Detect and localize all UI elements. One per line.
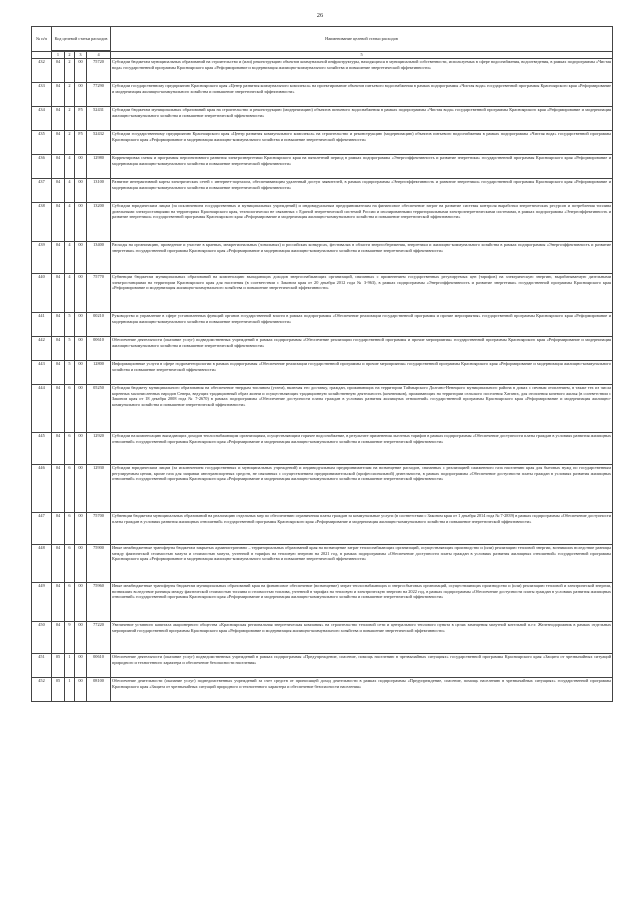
- code-part-4: 00610: [87, 337, 111, 361]
- row-description: Субсидии юридическим лицам (за исключением государственных и муниципальных учреждений) и индивидуальным предпринимателям на финансовое обеспечение затрат на развитие системы контроля выработки энергетических ресурсов и потребления топлива дизельными электростанциями на территориях Красноярского края, технологически не связанных с Единой энергетической системой России и изолированными территориальными электроэнергетическими системами, в рамках подпрограммы «Энергоэффективность и развитие энергетики» государственной программы Красноярского края «Реформирование и модернизация жилищно-коммунального хозяйства и повышение энергетической эффективности»: [111, 203, 613, 242]
- code-part-1: 04: [52, 274, 65, 313]
- code-part-2: 6: [65, 513, 75, 545]
- table-row: [32, 203, 613, 242]
- code-part-3: 00: [75, 385, 87, 433]
- table-row: [32, 313, 613, 337]
- code-part-3: 00: [75, 337, 87, 361]
- row-description: Субвенции бюджетам муниципальных образований на реализацию отдельных мер по обеспечению ограничения платы граждан за коммунальные услуги (в соответствии с Законом края от 1 декабря 2014 года № 7-2839) в рамках подпрограммы «Обеспечение доступности платы граждан в условиях развития жилищных отношений» государственной программы Красноярского края «Реформирование и модернизация жилищно-коммунального хозяйства и повышение энергетической эффективности»: [111, 513, 613, 545]
- table-row: [32, 337, 613, 361]
- row-description: Развитие интерактивной карты электрических сетей с интернет-порталом, обеспечивающим удаленный доступ заявителей, в рамках подпрограммы «Энергоэффективность и развитие энергетики» государственной программы Красноярского края «Реформирование и модернизация жилищно-коммунального хозяйства и повышение энергетической эффективности»: [111, 179, 613, 203]
- row-number: 452: [32, 678, 52, 702]
- row-number: 444: [32, 385, 52, 433]
- row-description: Субсидии бюджетам муниципальных образований на строительство и (или) реконструкцию объектов коммунальной инфраструктуры, находящихся в муниципальной собственности, используемых в сфере водоснабжения, водоотведения, в рамках подпрограммы «Чистая вода» государственной программы Красноярского края «Реформирование и модернизация жилищно-коммунального хозяйства и повышение энергетической эффективности»: [111, 59, 613, 83]
- row-number: 447: [32, 513, 52, 545]
- code-part-1: 04: [52, 385, 65, 433]
- row-number: 441: [32, 313, 52, 337]
- code-part-2: 4: [65, 155, 75, 179]
- code-part-1: 05: [52, 678, 65, 702]
- code-part-1: 04: [52, 583, 65, 622]
- table-row: [32, 678, 613, 702]
- row-description: Обеспечение деятельности (оказание услуг) подведомственных учреждений в рамках подпрограммы «Обеспечение реализации государственной программы и прочие мероприятия» государственной программы Красноярского края «Реформирование и модернизация жилищно-коммунального хозяйства и повышение энергетической эффективности»: [111, 337, 613, 361]
- row-description: Обеспечение деятельности (оказание услуг) подведомственных учреждений в рамках подпрограммы «Предупреждение, спасение, помощь населению в чрезвычайных ситуациях» государственной программы Красноярского края «Защита от чрезвычайных ситуаций природного и техногенного характера и обеспечение безопасности населения»: [111, 654, 613, 678]
- code-part-3: F5: [75, 107, 87, 131]
- budget-table: [31, 26, 613, 702]
- row-number: 450: [32, 622, 52, 654]
- row-description: Расходы на организацию, проведение и участие в краевых, межрегиональных (зональных) и российских конкурсах, фестивалях в области энергосбережения, энергетики и жилищно-коммунального хозяйства в рамках подпрограммы «Энергоэффективность и развитие энергетики» государственной программы Красноярского края «Реформирование и модернизация жилищно-коммунального хозяйства и повышение энергетической эффективности»: [111, 242, 613, 274]
- row-description: Субсидии государственному предприятию Красноярского края «Центр развития коммунального комплекса» на проектирование объектов питьевого водоснабжения в рамках подпрограммы «Чистая вода» государственной программы Красноярского края «Реформирование и модернизация жилищно-коммунального хозяйства и повышение энергетической эффективности»: [111, 83, 613, 107]
- row-description: Субсидии государственному предприятию Красноярского края «Центр развития коммунального комплекса» на строительство и реконструкцию (модернизацию) объектов питьевого водоснабжения в рамках подпрограммы «Чистая вода» государственной программы Красноярского края «Реформирование и модернизация жилищно-коммунального хозяйства и повышение энергетической эффективности»: [111, 131, 613, 155]
- row-description: Информационные услуги в сфере гидрометеорологии в рамках подпрограммы «Обеспечение реализации государственной программы и прочие мероприятия» государственной программы Красноярского края «Реформирование и модернизация жилищно-коммунального хозяйства и повышение энергетической эффективности»: [111, 361, 613, 385]
- table-body: [32, 59, 613, 702]
- code-part-1: 04: [52, 433, 65, 465]
- code-part-3: 00: [75, 242, 87, 274]
- row-description: Обеспечение деятельности (оказание услуг) подведомственных учреждений за счет средств от приносящей доход деятельности в рамках подпрограммы «Предупреждение, спасение, помощь населению в чрезвычайных ситуациях» государственной программы Красноярского края «Защита от чрезвычайных ситуаций природного и техногенного характера и обеспечение безопасности населения»: [111, 678, 613, 702]
- table-row: [32, 622, 613, 654]
- row-number: 436: [32, 155, 52, 179]
- code-part-3: 00: [75, 59, 87, 83]
- code-part-3: 00: [75, 155, 87, 179]
- code-part-4: 77220: [87, 622, 111, 654]
- code-part-4: 75700: [87, 513, 111, 545]
- code-part-2: 6: [65, 433, 75, 465]
- code-part-1: 05: [52, 654, 65, 678]
- code-part-4: 05250: [87, 385, 111, 433]
- table-row: [32, 274, 613, 313]
- code-part-3: 00: [75, 654, 87, 678]
- row-number: 439: [32, 242, 52, 274]
- row-number: 448: [32, 545, 52, 583]
- code-part-4: 12920: [87, 433, 111, 465]
- code-part-1: 04: [52, 622, 65, 654]
- row-number: 446: [32, 465, 52, 513]
- code-part-2: 6: [65, 385, 75, 433]
- row-description: Иные межбюджетные трансферты бюджетам закрытых административно – территориальных образований края на возмещение затрат теплоснабжающих организаций, осуществляющих производство и (или) реализацию тепловой энергии, возникших вследствие разницы между фактической стоимостью мазута и стоимостью мазута, учтенной в тарифах на тепловую энергию на 2021 год, в рамках подпрограммы «Обеспечение доступности платы граждан в условиях развития жилищных отношений» государственной программы Красноярского края «Реформирование и модернизация жилищно-коммунального хозяйства и повышение энергетической эффективности»: [111, 545, 613, 583]
- code-part-3: 00: [75, 545, 87, 583]
- row-description: Увеличение уставного капитала акционерного общества «Красноярская региональная энергетическая компания» на строительство тепловой сети и центрального теплового пункта в целях замещения мазутной котельной п.г.т. Железнодорожник в рамках отдельных мероприятий государственной программы Красноярского края «Реформирование и модернизация жилищно-коммунального хозяйства и повышение энергетической эффективности»: [111, 622, 613, 654]
- col-num-1: 1: [52, 52, 65, 59]
- code-part-2: 1: [65, 654, 75, 678]
- code-part-2: 6: [65, 583, 75, 622]
- code-part-3: 00: [75, 313, 87, 337]
- code-part-3: 00: [75, 361, 87, 385]
- code-part-2: 4: [65, 242, 75, 274]
- code-part-4: 13200: [87, 203, 111, 242]
- code-part-3: 00: [75, 433, 87, 465]
- table-row: [32, 654, 613, 678]
- row-number: 434: [32, 107, 52, 131]
- code-part-1: 04: [52, 337, 65, 361]
- row-description: Субсидии юридическим лицам (за исключением государственных и муниципальных учреждений) и индивидуальным предпринимателям на возмещение расходов, связанных с реализацией сжиженного газа населению края для бытовых нужд по государственным регулируемым ценам, кроме газа для заправки автотранспортных средств, не связанных с осуществлением предпринимательской (профессиональной) деятельности, в рамках подпрограммы «Обеспечение доступности платы граждан в условиях развития жилищных отношений» государственной программы Красноярского края «Реформирование и модернизация жилищно-коммунального хозяйства и повышение энергетической эффективности»: [111, 465, 613, 513]
- code-part-1: 04: [52, 465, 65, 513]
- table-row: [32, 59, 613, 83]
- row-description: Субсидии на компенсацию выпадающих доходов теплоснабжающим организациям, осуществляющим горячее водоснабжение, в результате применения льготных тарифов в рамках подпрограммы «Обеспечение доступности платы граждан в условиях развития жилищных отношений» государственной программы Красноярского края «Реформирование и модернизация жилищно-коммунального хозяйства и повышение энергетической эффективности»: [111, 433, 613, 465]
- table-row: [32, 545, 613, 583]
- code-part-2: 5: [65, 337, 75, 361]
- code-part-1: 04: [52, 203, 65, 242]
- code-part-3: 00: [75, 513, 87, 545]
- table-row: [32, 465, 613, 513]
- code-part-3: 00: [75, 203, 87, 242]
- col-num-3: 3: [75, 52, 87, 59]
- code-part-4: 52431: [87, 107, 111, 131]
- code-part-4: 12800: [87, 361, 111, 385]
- code-part-2: 9: [65, 622, 75, 654]
- code-part-4: 13400: [87, 242, 111, 274]
- code-part-4: 75720: [87, 59, 111, 83]
- code-part-3: 00: [75, 274, 87, 313]
- col-num-5: 5: [111, 52, 613, 59]
- code-part-2: 4: [65, 203, 75, 242]
- code-part-2: 1: [65, 678, 75, 702]
- row-description: Субсидии бюджетам муниципальных образований края на строительство и реконструкцию (модернизацию) объектов питьевого водоснабжения в рамках подпрограммы «Чистая вода» государственной программы Красноярского края «Реформирование и модернизация жилищно-коммунального хозяйства и повышение энергетической эффективности»: [111, 107, 613, 131]
- table-row: [32, 107, 613, 131]
- table-row: [32, 513, 613, 545]
- table-row: [32, 83, 613, 107]
- code-part-1: 04: [52, 83, 65, 107]
- row-description: Субвенции бюджетам муниципальных образований на компенсацию выпадающих доходов энергоснабжающих организаций, связанных с применением государственных регулируемых цен (тарифов) на электрическую энергию, вырабатываемую дизельными электростанциями на территории Красноярского края для населения (в соответствии с Законом края от 20 декабря 2012 года № 3-963), в рамках подпрограммы «Энергоэффективность и развитие энергетики» государственной программы Красноярского края «Реформирование и модернизация жилищно-коммунального хозяйства и повышение энергетической эффективности»: [111, 274, 613, 313]
- table-row: [32, 131, 613, 155]
- code-part-2: 4: [65, 179, 75, 203]
- row-number: 445: [32, 433, 52, 465]
- code-part-3: F5: [75, 131, 87, 155]
- code-part-3: 00: [75, 83, 87, 107]
- table-row: [32, 179, 613, 203]
- code-part-4: 08100: [87, 678, 111, 702]
- table-row: [32, 583, 613, 622]
- code-part-2: 2: [65, 59, 75, 83]
- code-part-2: 6: [65, 465, 75, 513]
- row-description: Субсидия бюджету муниципального образования на обеспечение твердым топливом (углем), включая его доставку, граждан, проживающих на территории Таймырского Долгано-Ненецкого муниципального района в домах с печным отоплением, в также тех из числа коренных малочисленных народов Севера, ведущих традиционный образ жизни и осуществляющих традиционную хозяйственную деятельность (кочевников), проживающих на территории сельского поселения Хатанга, для отопления кочевого жилья (в соответствии с Законом края от 18 декабря 2008 года № 7-2670) в рамках подпрограммы «Обеспечение доступности платы граждан в условиях развития жилищных отношений» государственной программы Красноярского края «Реформирование и модернизация жилищно-коммунального хозяйства и повышение энергетической эффективности»: [111, 385, 613, 433]
- code-part-1: 04: [52, 155, 65, 179]
- table-row: [32, 385, 613, 433]
- col-num-4: 4: [87, 52, 111, 59]
- row-number: 451: [32, 654, 52, 678]
- row-number: 433: [32, 83, 52, 107]
- row-number: 449: [32, 583, 52, 622]
- code-part-4: 77290: [87, 83, 111, 107]
- row-description: Руководство и управление в сфере установленных функций органов государственной власти в рамках подпрограммы «Обеспечение реализации государственной программы и прочие мероприятия» государственной программы Красноярского края «Реформирование и модернизация жилищно-коммунального хозяйства и повышение энергетической эффективности»: [111, 313, 613, 337]
- table-row: [32, 242, 613, 274]
- code-part-2: 2: [65, 83, 75, 107]
- code-part-1: 04: [52, 131, 65, 155]
- code-part-3: 00: [75, 465, 87, 513]
- table-row: [32, 433, 613, 465]
- page-number: 26: [316, 12, 324, 19]
- row-number: 438: [32, 203, 52, 242]
- row-number: 440: [32, 274, 52, 313]
- code-part-2: 5: [65, 313, 75, 337]
- code-part-4: 12930: [87, 465, 111, 513]
- code-part-2: 5: [65, 361, 75, 385]
- code-part-1: 04: [52, 545, 65, 583]
- code-part-1: 04: [52, 313, 65, 337]
- code-part-3: 00: [75, 179, 87, 203]
- code-part-1: 04: [52, 107, 65, 131]
- header-name: Наименование целевой статьи расходов: [111, 27, 613, 52]
- row-number: 437: [32, 179, 52, 203]
- row-number: 432: [32, 59, 52, 83]
- code-part-4: 75900: [87, 545, 111, 583]
- row-number: 435: [32, 131, 52, 155]
- code-part-4: 00610: [87, 654, 111, 678]
- code-part-2: 2: [65, 131, 75, 155]
- code-part-3: 00: [75, 583, 87, 622]
- row-number: 443: [32, 361, 52, 385]
- code-part-1: 04: [52, 179, 65, 203]
- code-part-2: 6: [65, 545, 75, 583]
- col-num-2: 2: [65, 52, 75, 59]
- code-part-3: 00: [75, 622, 87, 654]
- table-row: [32, 155, 613, 179]
- table-row: [32, 361, 613, 385]
- code-part-1: 04: [52, 361, 65, 385]
- code-part-4: 12980: [87, 155, 111, 179]
- code-part-3: 00: [75, 678, 87, 702]
- code-part-1: 04: [52, 513, 65, 545]
- row-number: 442: [32, 337, 52, 361]
- code-part-4: 13100: [87, 179, 111, 203]
- code-part-1: 04: [52, 59, 65, 83]
- code-part-4: 75960: [87, 583, 111, 622]
- row-description: Корректировка схемы и программы перспективного развития электроэнергетики Красноярского края на пятилетний период в рамках подпрограммы «Энергоэффективность и развитие энергетики» государственной программы Красноярского края «Реформирование и модернизация жилищно-коммунального хозяйства и повышение энергетической эффективности»: [111, 155, 613, 179]
- code-part-4: 75770: [87, 274, 111, 313]
- col-num-label: [32, 52, 52, 59]
- code-part-2: 2: [65, 107, 75, 131]
- code-part-4: 52432: [87, 131, 111, 155]
- code-part-2: 4: [65, 274, 75, 313]
- header-num: № п/п: [32, 27, 52, 52]
- header-code: Код целевой статьи расходов: [52, 27, 111, 51]
- code-part-4: 00210: [87, 313, 111, 337]
- row-description: Иные межбюджетные трансферты бюджетам муниципальных образований края на финансовое обеспечение (возмещение) затрат теплоснабжающих и энергосбытовых организаций, осуществляющих производство и (или) реализацию тепловой и электрической энергии, возникших вследствие разницы между фактической стоимостью топлива и стоимостью топлива, учтенной в тарифах на тепловую и электрическую энергию на 2022 год, в рамках подпрограммы «Обеспечение доступности платы граждан в условиях развития жилищных отношений» государственной программы Красноярского края «Реформирование и модернизация жилищно-коммунального хозяйства и повышение энергетической эффективности»: [111, 583, 613, 622]
- code-part-1: 04: [52, 242, 65, 274]
